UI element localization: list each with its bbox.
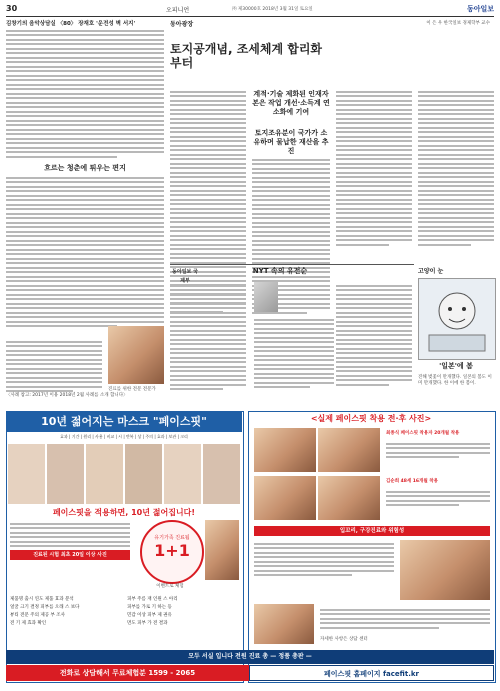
cartoon-label: 고양이 눈: [418, 268, 444, 275]
ad-model-photo: [205, 520, 239, 580]
left-footer-note: 〈사례 참고: 2017년 이용 2018년 2월 사례를 소개 합니다〉: [6, 393, 128, 398]
left-text-block-1: [6, 30, 164, 158]
ad-phone[interactable]: 전화로 상담해서 무료체험분 1599 - 2065: [6, 665, 249, 681]
left-subheading: 흐르는 청춘에 튀우는 편지: [44, 163, 126, 172]
ad-info-box: 진료된 시험 최초 20일 이상 사진: [10, 550, 130, 560]
page-number: 30: [6, 4, 18, 13]
page-header: [6, 4, 494, 16]
cartoon-drawing: [419, 279, 495, 359]
nyt-section-rule: [170, 264, 414, 265]
case1-label: 최종식 페이스핏 착용자 20개월 착용: [386, 431, 460, 436]
author-byline: 이 은 우 한국일보 경제학부 교수: [426, 21, 490, 26]
ad-badge-line2: 1+1: [154, 541, 190, 560]
section-name: 오피니언: [166, 7, 190, 14]
cartoon-image: [418, 278, 496, 360]
before-photo-2: [254, 476, 316, 520]
author-photo: [108, 326, 164, 384]
ad-badge: [140, 520, 204, 584]
photo-caption: 진료를 위한 전문 전문가: [108, 387, 156, 392]
ad-bottom-headline: 모두 서실 입니다 전원 진료 총 — 정품 총판 —: [6, 650, 494, 664]
case3-photo-2: [254, 604, 314, 644]
left-text-block-3: [6, 338, 102, 392]
headline: 토지공개념, 조세체계 합리화부터: [170, 42, 323, 70]
ad-site[interactable]: 페이스핏 홈페이지 facefit.kr: [249, 665, 494, 681]
ad-bullet: 제품명 출시 연도 제품 효과 분석: [10, 597, 74, 602]
nyt-portrait: [254, 282, 278, 312]
after-photo-2: [318, 476, 380, 520]
ad-steps: 효과 | 기간 | 원리 | 사용 | 비교 | 시 | 반복 | 상 | 주의 | 효과 | 보관 | 크리: [60, 434, 188, 439]
ad-bullet: 면도 피부 가 전 결과: [127, 621, 168, 626]
left-text-block-2: [6, 177, 164, 328]
case3-photo: [400, 540, 490, 600]
nyt-text-2: [254, 316, 334, 388]
before-photo: [254, 428, 316, 472]
ad-badge-note: 이벤트로 체험: [156, 584, 184, 589]
cartoon-title: '일본'에 봄: [439, 362, 473, 370]
ad-banner: 10년 젊어지는 마스크 "페이스핏": [6, 412, 242, 432]
column-label: 동아광장: [170, 21, 194, 28]
nyt-text-3: [336, 282, 412, 386]
ad-bullet: 피부를 가로 기 하는 등: [127, 605, 172, 610]
ad-strip-photo: [203, 444, 240, 504]
ad-bullet: 얼굴 크기 결정 피부를 오래 스 보다: [10, 605, 80, 610]
middle-article: [170, 19, 330, 70]
ad-right-note: 자세한 사항은 상담 센터: [320, 637, 368, 642]
case3-text-2: [320, 606, 490, 629]
case1-text: [386, 440, 490, 458]
ad-contact-bar: [6, 665, 494, 681]
ad-strip-photo: [8, 444, 45, 504]
pull-quotes: [252, 90, 330, 156]
ad-strip-photo: [47, 444, 84, 504]
pull-quote-1: 계적·기술 제화된 인재자본은 작업 개선·소득계 연소화에 기여: [252, 90, 330, 116]
case2-label: 김순희 48세 16개월 착용: [386, 479, 438, 484]
left-byline: 김창기의 음악상담실 〈80〉 장재호 '운전성 벽 서지': [6, 21, 136, 27]
ad-right-title: <실제 페이스핏 착용 전·후 사진>: [310, 414, 432, 423]
middle-text-col-4: [418, 88, 494, 246]
newspaper-logo: 동아일보: [466, 5, 494, 13]
cartoon-caption: 진해 벚꽃이 만개했다. 일본의 봄도 이미 만개했다. 한 이에 한 봄이.: [418, 375, 492, 386]
ad-bullet: 피부 주름 재 인원 스 아리: [127, 597, 178, 602]
nyt-label-small: 동아일보 국제부: [172, 269, 198, 284]
ad-subtitle: 페이스핏을 적용하면, 10년 젊어집니다!: [52, 508, 196, 517]
pull-quote-2: 토지조유분이 국가가 소유하며 물납한 재산을 추진: [253, 129, 329, 155]
ad-strip-photo: [164, 444, 201, 504]
case2-text: [386, 488, 490, 506]
ad-photo-strip: [8, 444, 240, 504]
ad-strip-photo: [125, 444, 162, 504]
ad-bullet-list: [10, 596, 238, 628]
issue-meta: ㈜ 제30000호 2018년 3월 31일 토요일: [232, 7, 313, 12]
ad-bullet: 민감 이상 피부 제 권유: [127, 613, 172, 618]
after-photo: [318, 428, 380, 472]
ad-badge-line1: 유기가족 진료됨: [154, 535, 190, 541]
nyt-label: NYT 속의 유전순: [252, 267, 308, 275]
case3-text: [254, 540, 394, 576]
ad-bullet: 뷰티 전문 주의 제공 부 조사: [10, 613, 65, 618]
middle-text-col-3: [336, 88, 412, 246]
header-rule: [6, 16, 494, 17]
nyt-text-1: [170, 282, 246, 390]
ad-bullet: 전 기 제 효과 확인: [10, 621, 47, 626]
case3-label: 입꼬리, 구강진료와 위험성: [254, 526, 490, 536]
left-article: [6, 19, 164, 327]
ad-strip-photo: [86, 444, 123, 504]
